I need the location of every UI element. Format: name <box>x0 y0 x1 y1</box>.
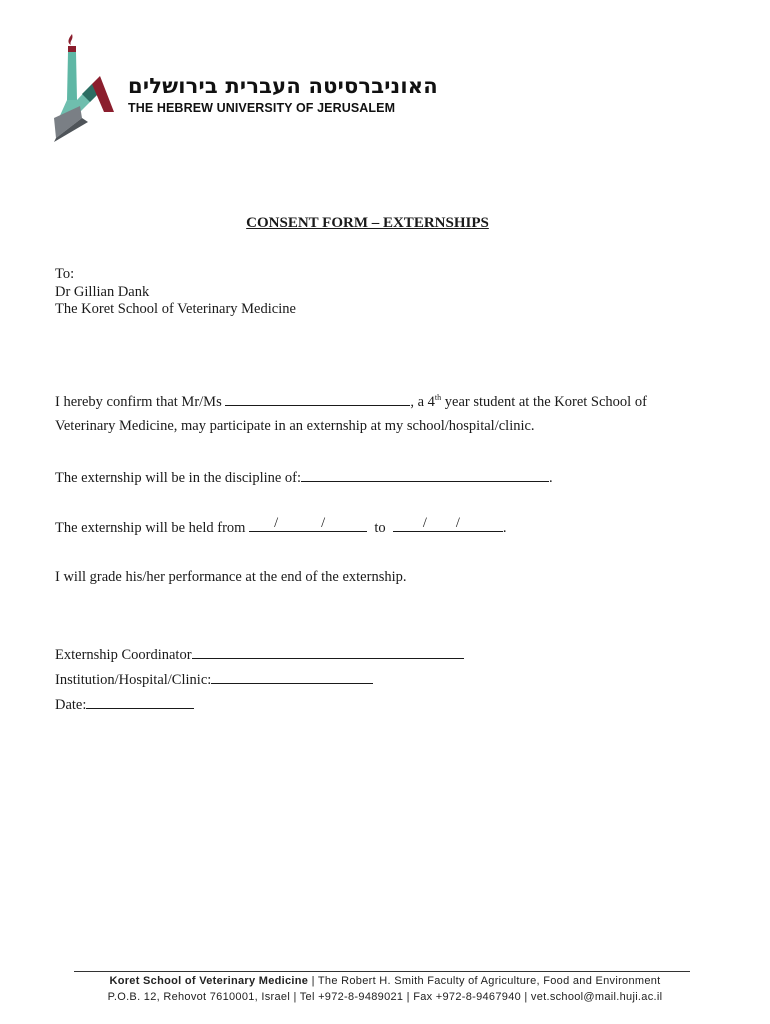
confirm-suffix: year student at the Koret School of <box>441 394 647 410</box>
ordinal-suffix: th <box>434 393 442 403</box>
footer-line-2: P.O.B. 12, Rehovot 7610001, Israel | Tel +972-8-9489021 | Fax +972-8-9467940 | vet.school@mail.huji.ac.il <box>107 991 663 1003</box>
to-label: To: <box>55 266 75 282</box>
form-title: CONSENT FORM – EXTERNSHIPS <box>246 215 489 231</box>
logo-cap <box>68 46 76 52</box>
dates-to: to <box>374 520 386 536</box>
discipline-label: The externship will be in the discipline of: <box>55 470 302 486</box>
confirm-prefix: I hereby confirm that Mr/Ms <box>55 394 222 410</box>
discipline-line <box>55 468 553 487</box>
recipient-org: The Koret School of Veterinary Medicine <box>55 301 296 317</box>
institution-line <box>55 670 373 689</box>
footer-school-name: Koret School of Veterinary Medicine <box>109 975 309 987</box>
logo-pillar <box>67 52 77 100</box>
confirm-line-1 <box>55 392 647 411</box>
dates-line <box>55 515 507 537</box>
end-date-slash-2: / <box>455 515 460 531</box>
institution-field[interactable] <box>211 670 373 684</box>
end-date-slash-1: / <box>422 515 427 531</box>
grade-statement: I will grade his/her performance at the end of the externship. <box>55 569 407 585</box>
coordinator-line <box>55 645 464 664</box>
dates-label: The externship will be held from <box>55 520 246 536</box>
start-date-field[interactable] <box>249 515 367 532</box>
date-label: Date: <box>55 697 87 713</box>
footer-line-1 <box>0 975 770 987</box>
discipline-end: . <box>549 470 553 486</box>
discipline-field[interactable] <box>301 468 549 482</box>
university-logo <box>52 34 122 142</box>
footer-divider <box>74 971 690 972</box>
dates-end: . <box>502 520 507 536</box>
date-line <box>55 695 194 714</box>
recipient-name: Dr Gillian Dank <box>55 284 150 300</box>
start-date-slash-1: / <box>274 515 279 531</box>
start-date-slash-2: / <box>321 515 326 531</box>
coordinator-label: Externship Coordinator <box>55 647 192 663</box>
university-name-hebrew: האוניברסיטה העברית בירושלים <box>128 74 438 98</box>
date-field[interactable] <box>86 695 194 709</box>
institution-label: Institution/Hospital/Clinic: <box>55 672 212 688</box>
university-name-english: THE HEBREW UNIVERSITY OF JERUSALEM <box>128 101 396 115</box>
flame-icon <box>68 34 72 45</box>
confirm-line-2: Veterinary Medicine, may participate in an externship at my school/hospital/clinic. <box>55 418 535 434</box>
coordinator-field[interactable] <box>192 645 464 659</box>
end-date-field[interactable] <box>393 515 503 532</box>
confirm-mid: , a 4 <box>410 394 435 410</box>
footer-faculty: | The Robert H. Smith Faculty of Agriculture, Food and Environment <box>308 975 661 987</box>
student-name-field[interactable] <box>225 392 410 406</box>
